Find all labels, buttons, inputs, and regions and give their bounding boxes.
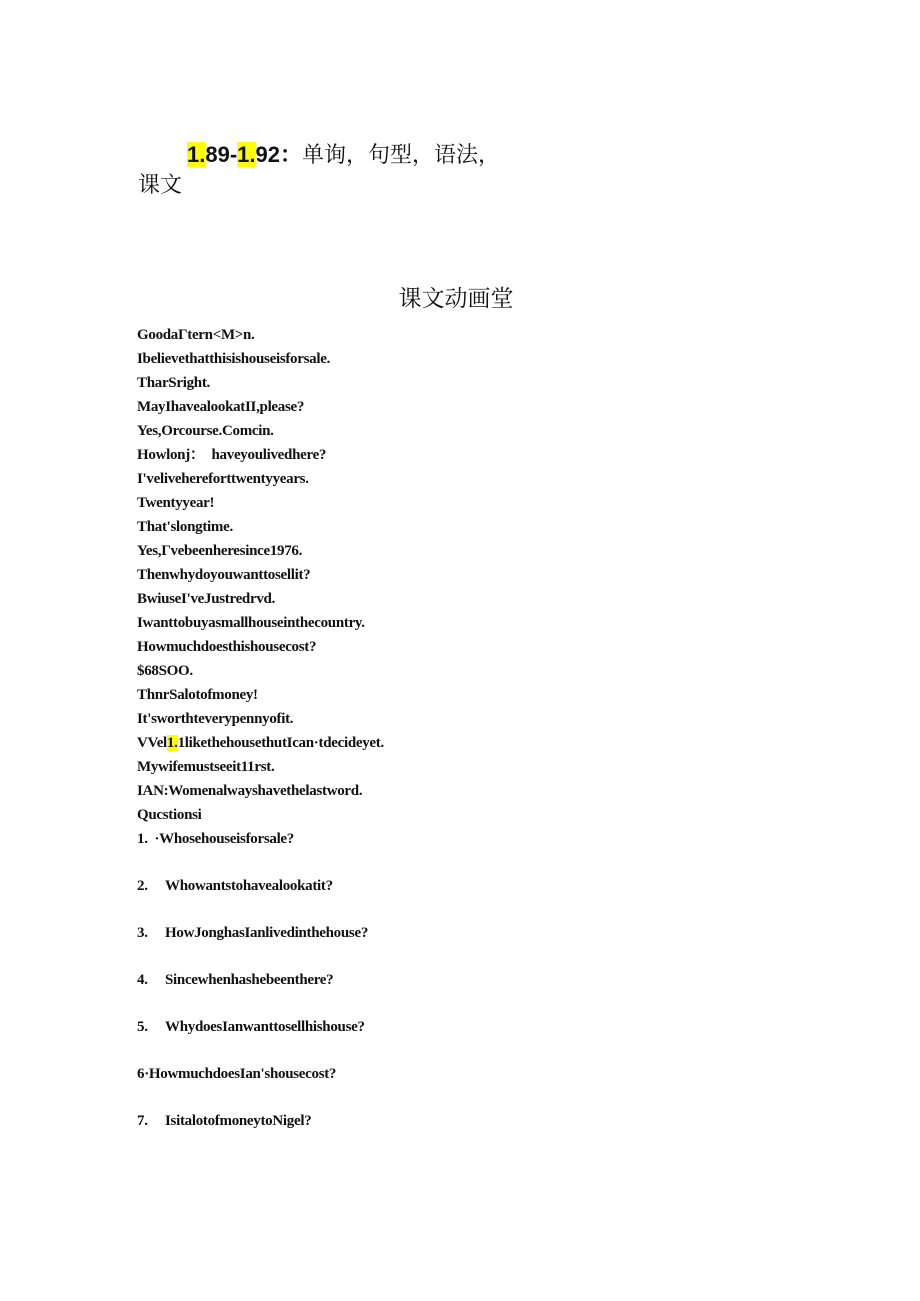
dialogue-line: Thenwhydoyouwanttosellit? <box>137 567 311 583</box>
text: VVel <box>137 735 167 751</box>
header-line2: 课文 <box>138 173 183 198</box>
dialogue-line: That'slongtime. <box>137 519 233 535</box>
header-highlight: 1. <box>237 142 256 167</box>
question-number: 7. <box>137 1113 148 1129</box>
question-item <box>137 828 368 875</box>
question-text: HowJonghasIanlivedinthehouse? <box>165 925 369 941</box>
dialogue-line: I'velivehereforttwentyyears. <box>137 471 309 487</box>
question-item <box>137 1110 368 1157</box>
dialogue-line: Yes,Γvebeenheresince1976. <box>137 543 303 559</box>
dialogue-line: Yes,Orcourse.Comcin. <box>137 423 274 439</box>
dialogue-line: Ibelievethatthisishouseisforsale. <box>137 351 331 367</box>
question-text: IsitalotofmoneytoNigel? <box>165 1113 312 1129</box>
question-text: Whowantstohavealookatit? <box>165 878 333 894</box>
dialogue-line: Iwanttobuyasmallhouseinthecountry. <box>137 615 365 631</box>
dialogue-line-highlighted <box>137 731 384 755</box>
header-text: 92： <box>255 142 302 167</box>
question-item <box>137 922 368 969</box>
header-text: 89- <box>205 142 238 167</box>
question-number: 1. <box>137 831 148 847</box>
question-item <box>137 875 368 922</box>
dialogue-line: TharSright. <box>137 375 210 391</box>
dialogue-line: Howlonj： haveyoulivedhere? <box>137 447 327 463</box>
dialogue-line: It'sworthteverypennyofit. <box>137 711 294 727</box>
question-number: 4. <box>137 972 148 988</box>
dialogue-line: BwiuseI'veJustredrvd. <box>137 591 276 607</box>
question-item <box>137 1016 368 1063</box>
question-text: HowmuchdoesIan'shousecost? <box>148 1066 337 1082</box>
dialogue-line: Mywifemustseeit11rst. <box>137 759 275 775</box>
dialogue-line: $68SOO. <box>137 663 193 679</box>
document-header <box>138 140 518 201</box>
question-number: 6· <box>137 1066 149 1082</box>
header-highlight: 1. <box>187 142 206 167</box>
question-number: 2. <box>137 878 148 894</box>
header-text: 单询，句型，语法， <box>302 143 501 168</box>
question-text: Sincewhenhashebeenthere? <box>165 972 334 988</box>
text: 1likethehousethutIcan·tdecideyet. <box>177 735 384 751</box>
dialogue-line: Twentyyear! <box>137 495 215 511</box>
dialogue-line: MayIhavealookatII,please? <box>137 399 305 415</box>
dialogue-line: IAN:Womenalwayshavethelastword. <box>137 783 363 799</box>
questions-list <box>137 828 368 1157</box>
question-text: ·Whosehouseisforsale? <box>151 831 294 847</box>
question-item <box>137 969 368 1016</box>
question-item <box>137 1063 368 1110</box>
highlight: 1. <box>166 735 178 751</box>
question-text: WhydoesIanwanttosellhishouse? <box>165 1019 365 1035</box>
question-number: 3. <box>137 925 148 941</box>
dialogue-line: Howmuchdoesthishousecost? <box>137 639 317 655</box>
questions-heading: Qucstionsi <box>137 807 202 823</box>
dialogue-line: GoodaΓtern<M>n. <box>137 327 255 343</box>
section-title: 课文动画堂 <box>398 286 514 312</box>
dialogue <box>137 323 384 827</box>
question-number: 5. <box>137 1019 148 1035</box>
dialogue-line: ThnrSalotofmoney! <box>137 687 258 703</box>
